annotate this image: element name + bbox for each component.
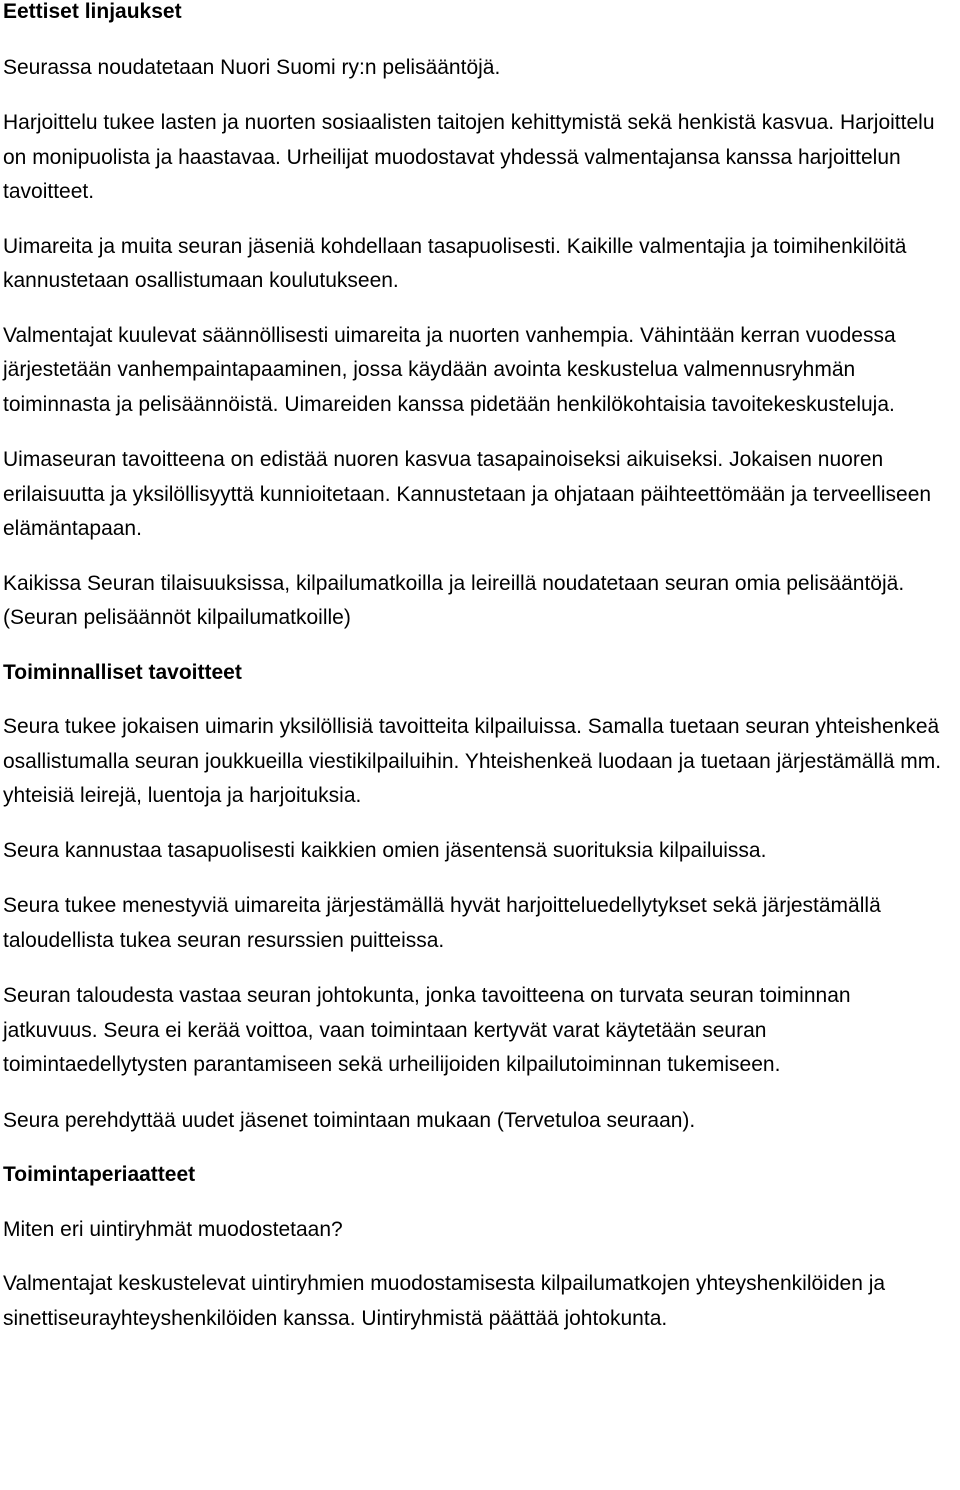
paragraph-nuori-suomi: Seurassa noudatetaan Nuori Suomi ry:n pelisääntöjä. (3, 55, 501, 79)
paragraph-valmentajat-vanhemmat: Valmentajat kuulevat säännöllisesti uimareita ja nuorten vanhempia. Vähintään kerran vuodessa järjestetään vanhempaintapaaminen, jossa käydään avointa keskustelua valmennusryhmän toiminnasta ja pelisäännöistä. Uimareiden kanssa pidetään henkilökohtaisia tavoitekeskusteluja. (3, 323, 896, 416)
paragraph-pelisaannot: Kaikissa Seuran tilaisuuksissa, kilpailumatkoilla ja leireillä noudatetaan seuran omia pelisääntöjä. (Seuran pelisäännöt kilpailumatkoille) (3, 571, 905, 629)
heading-eettiset-linjaukset: Eettiset linjaukset (3, 0, 182, 23)
paragraph-harjoittelu: Harjoittelu tukee lasten ja nuorten sosiaalisten taitojen kehittymistä sekä henkistä kasvua. Harjoittelu on monipuolista ja haastavaa. Urheilijat muodostavat yhdessä valmentajansa kanssa harjoittelun tavoitteet. (3, 111, 935, 203)
paragraph-kannustus: Seura kannustaa tasapuolisesti kaikkien omien jäsentensä suorituksia kilpailuissa. (3, 838, 767, 862)
paragraph-uintiryhmien-muodostus: Valmentajat keskustelevat uintiryhmien muodostamisesta kilpailumatkojen yhteyshenkilöiden ja sinettiseurayhteyshenkilöiden kanssa. Uintiryhmistä päättää johtokunta. (3, 1272, 886, 1330)
paragraph-talous: Seuran taloudesta vastaa seuran johtokunta, jonka tavoitteena on turvata seuran toiminnan jatkuvuus. Seura ei kerää voittoa, vaan toimintaan kertyvät varat käytetään seuran toimintaedellytysten parantamiseen sekä urheilijoiden kilpailutoiminnan tukemiseen. (3, 984, 851, 1076)
paragraph-menestyvat-uimarit: Seura tukee menestyviä uimareita järjestämällä hyvät harjoitteluedellytykset sekä järjestämällä taloudellista tukea seuran resurssien puitteissa. (3, 894, 881, 952)
paragraph-kysymys-uintiryhmat: Miten eri uintiryhmät muodostetaan? (3, 1217, 343, 1241)
heading-toiminnalliset-tavoitteet: Toiminnalliset tavoitteet (3, 660, 242, 684)
paragraph-kasvu: Uimaseuran tavoitteena on edistää nuoren kasvua tasapainoiseksi aikuiseksi. Jokaisen nuoren erilaisuutta ja yksilöllisyyttä kunnioitetaan. Kannustetaan ja ohjataan päihteettömään ja terveelliseen elämäntapaan. (3, 448, 932, 540)
paragraph-tasapuolisuus: Uimareita ja muita seuran jäseniä kohdellaan tasapuolisesti. Kaikille valmentajia ja toimihenkilöitä kannustetaan osallistumaan koulutukseen. (3, 234, 907, 292)
paragraph-perehdytys: Seura perehdyttää uudet jäsenet toimintaan mukaan (Tervetuloa seuraan). (3, 1108, 696, 1132)
heading-toimintaperiaatteet: Toimintaperiaatteet (3, 1163, 196, 1186)
paragraph-yksilolliset-tavoitteet: Seura tukee jokaisen uimarin yksilöllisiä tavoitteita kilpailuissa. Samalla tuetaan seuran yhteishenkeä osallistumalla seuran joukkueilla viestikilpailuihin. Yhteishenkeä luodaan ja tuetaan järjestämällä mm. yhteisiä leirejä, luentoja ja harjoituksia. (3, 715, 942, 807)
